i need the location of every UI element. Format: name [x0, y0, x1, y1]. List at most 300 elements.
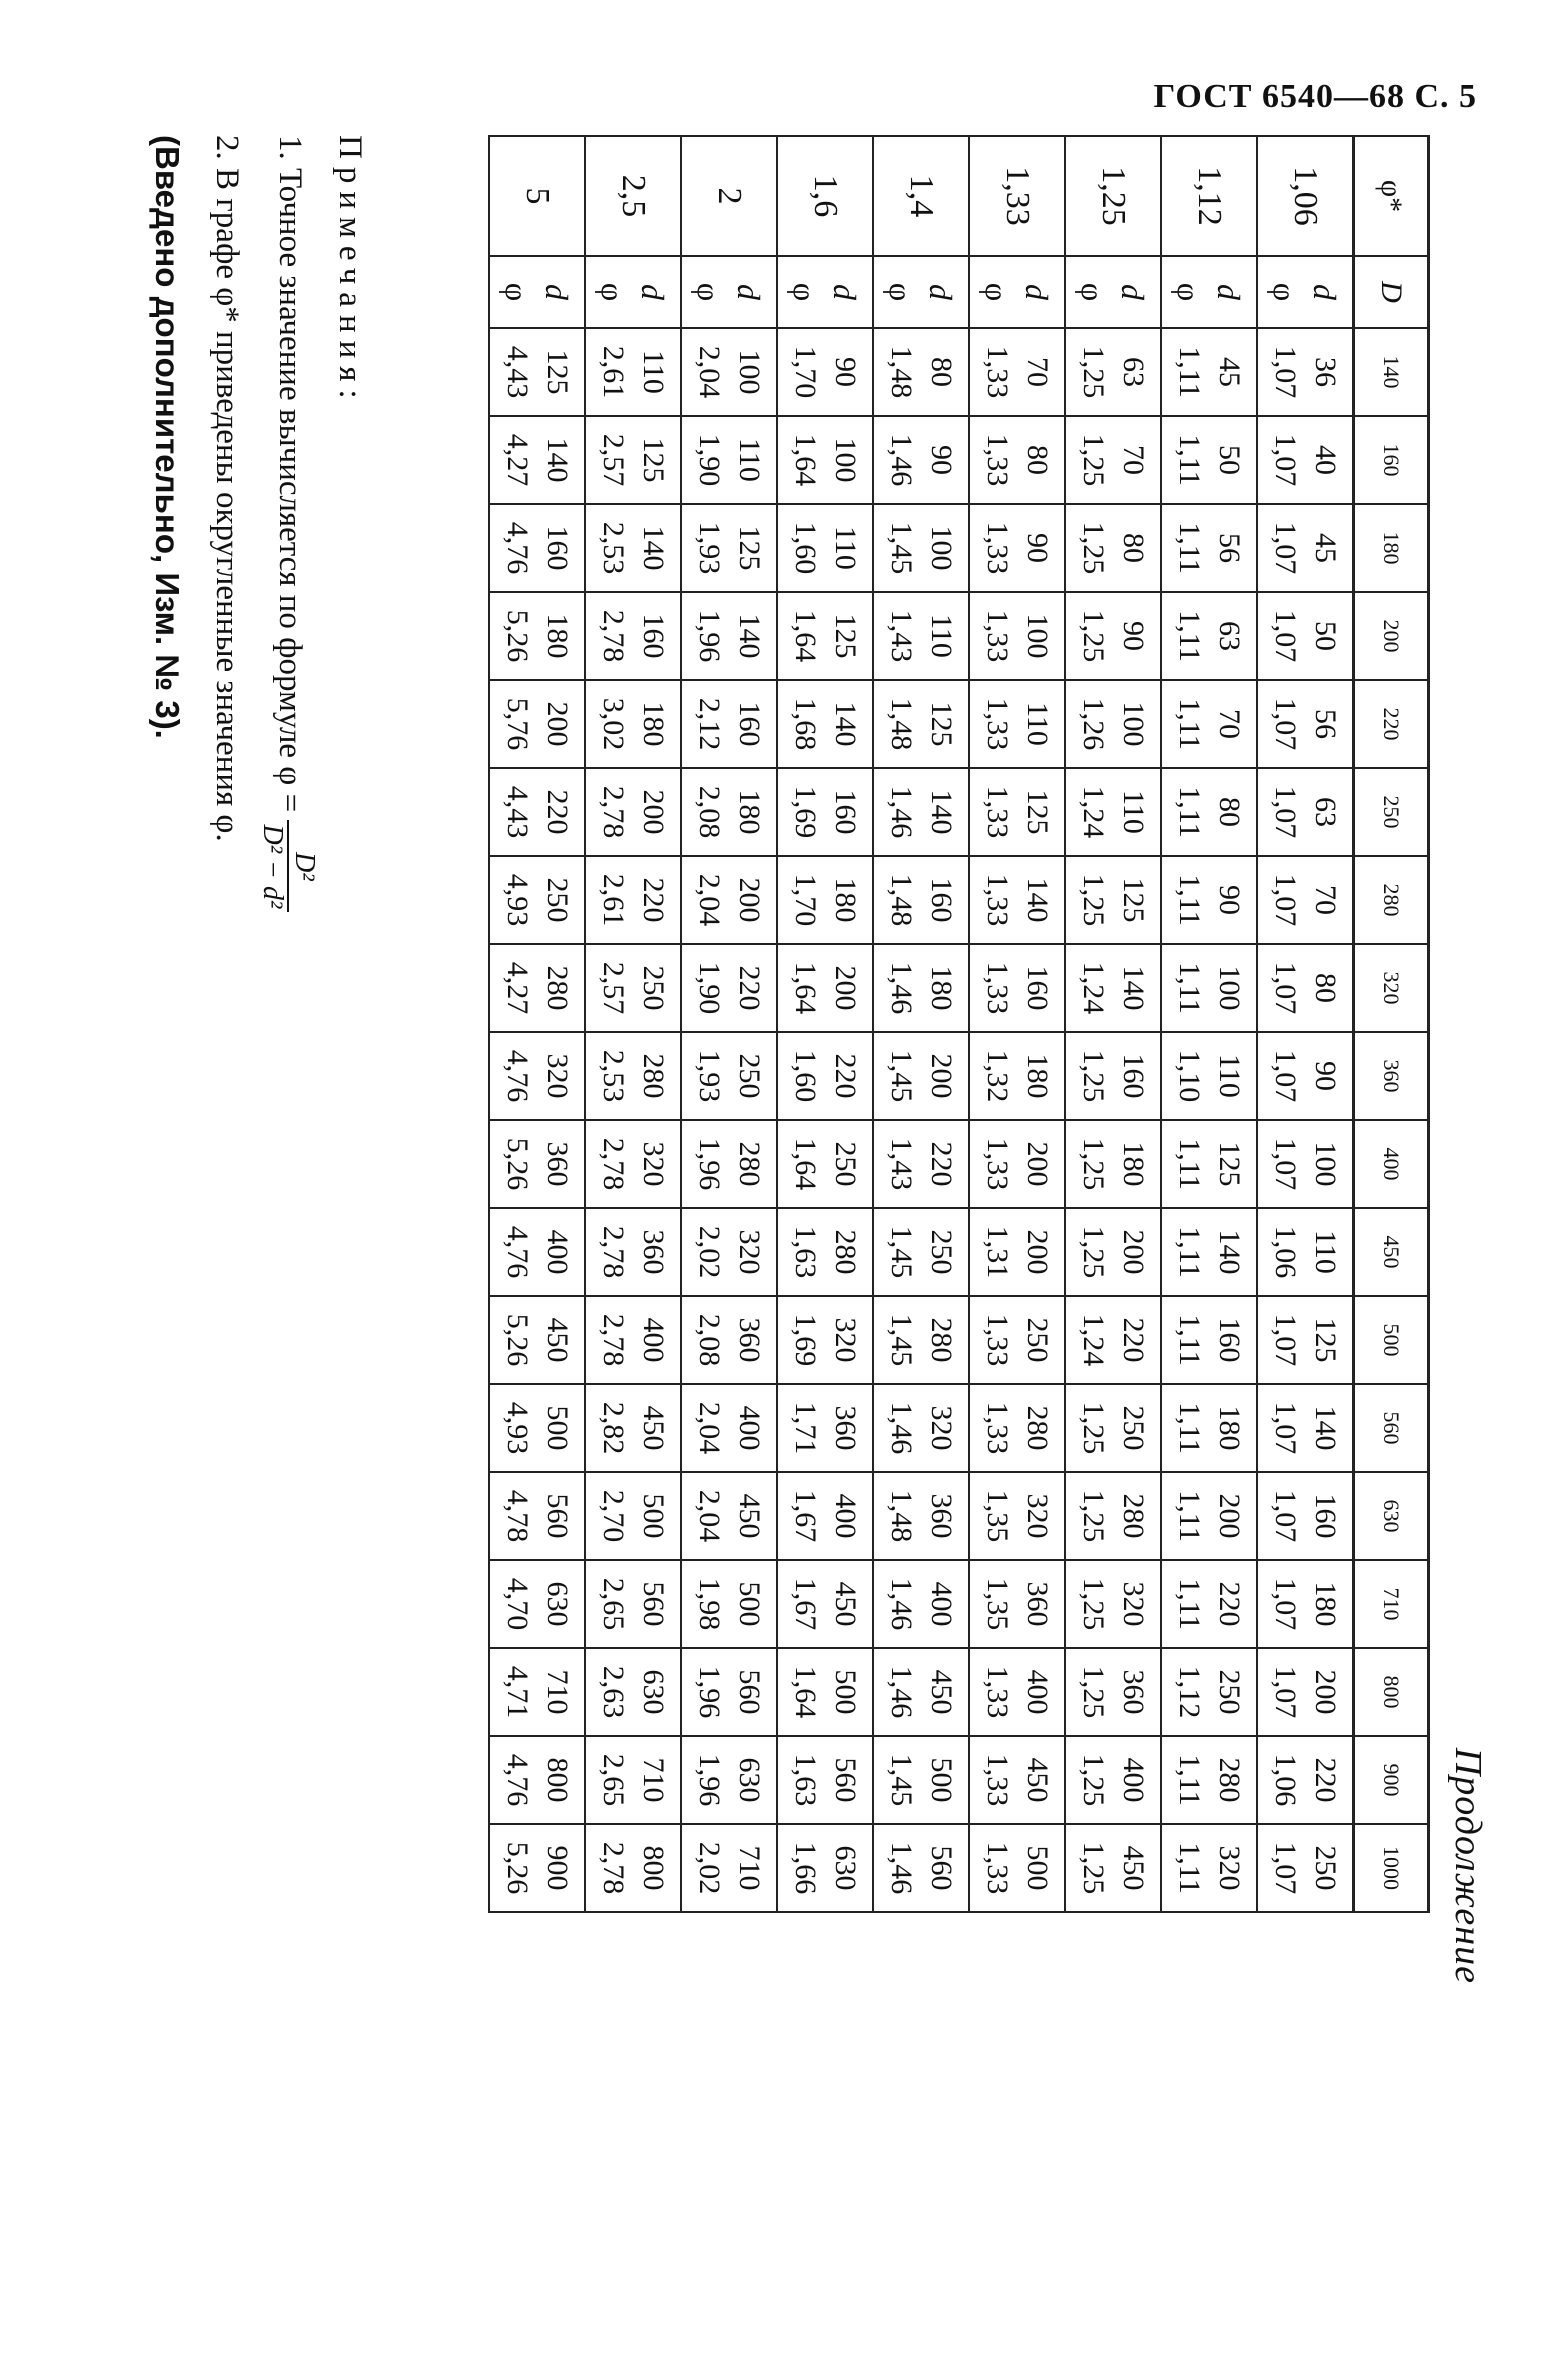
cell-phi-value: 4,76 [501, 1753, 535, 1807]
cell-d-value: 180 [637, 701, 671, 747]
cell-phi-value: 2,08 [693, 1313, 727, 1367]
table-cell [490, 1560, 586, 1648]
cell-phi-value: 1,07 [1269, 1489, 1303, 1543]
cell-d-value: 200 [1213, 1493, 1247, 1539]
table-cell [490, 1032, 586, 1120]
table-cell [778, 416, 874, 504]
table-cell [682, 944, 778, 1032]
table-cell [970, 592, 1066, 680]
table-cell [778, 1560, 874, 1648]
table-cell [970, 856, 1066, 944]
table-cell [1258, 944, 1354, 1032]
table-cell [682, 1472, 778, 1560]
table-cell [1162, 680, 1258, 768]
cell-d-value: 220 [925, 1141, 959, 1187]
table-cell [1162, 856, 1258, 944]
table-row [1258, 136, 1354, 1912]
header-D-value: 320 [1354, 944, 1429, 1032]
table-cell [778, 1032, 874, 1120]
cell-d-value: 250 [829, 1141, 863, 1187]
cell-d-value: 250 [733, 1053, 767, 1099]
cell-phi-value: 1,33 [981, 1753, 1015, 1807]
cell-phi-value: 1,25 [1077, 1137, 1111, 1191]
cell-phi-value: 1,07 [1269, 873, 1303, 927]
cell-d-value: 125 [925, 701, 959, 747]
row-phi: 5 [490, 136, 586, 256]
cell-d-value: 160 [733, 701, 767, 747]
cell-d-value: 110 [1213, 1054, 1247, 1098]
table-cell [682, 856, 778, 944]
cell-phi-value: 2,78 [597, 1313, 631, 1367]
cell-phi-value: 1,07 [1269, 1665, 1303, 1719]
cell-d-value: 560 [541, 1493, 575, 1539]
cell-phi-value: 1,96 [693, 1665, 727, 1719]
cell-d-value: 100 [829, 437, 863, 483]
label-phi: φ [787, 282, 824, 302]
table-cell [682, 1736, 778, 1824]
cell-d-value: 800 [637, 1845, 671, 1891]
cell-d-value: 320 [637, 1141, 671, 1187]
table-cell [1162, 1384, 1258, 1472]
label-d: d [635, 284, 672, 300]
cell-d-value: 250 [1309, 1845, 1343, 1891]
cell-d-value: 110 [1117, 790, 1151, 834]
cell-phi-value: 1,25 [1077, 521, 1111, 575]
header-D-value: 630 [1354, 1472, 1429, 1560]
table-cell [1162, 1824, 1258, 1912]
label-d: d [1211, 284, 1248, 300]
cell-d-value: 90 [1021, 533, 1055, 563]
table-cell [682, 1824, 778, 1912]
cell-phi-value: 1,93 [693, 521, 727, 575]
cell-d-value: 140 [541, 437, 575, 483]
table-cell [970, 768, 1066, 856]
cell-phi-value: 2,02 [693, 1225, 727, 1279]
cell-d-value: 250 [1021, 1317, 1055, 1363]
cell-phi-value: 1,93 [693, 1049, 727, 1103]
cell-phi-value: 1,48 [885, 697, 919, 751]
cell-phi-value: 2,57 [597, 433, 631, 487]
note-1 [257, 135, 320, 1835]
cell-d-value: 110 [829, 526, 863, 570]
cell-phi-value: 1,11 [1173, 1402, 1207, 1454]
table-cell [1066, 1824, 1162, 1912]
cell-phi-value: 1,45 [885, 521, 919, 575]
table-cell [490, 1120, 586, 1208]
cell-phi-value: 1,46 [885, 785, 919, 839]
cell-phi-value: 1,11 [1173, 1578, 1207, 1630]
cell-phi-value: 1,07 [1269, 961, 1303, 1015]
cell-d-value: 280 [1213, 1757, 1247, 1803]
cell-d-value: 63 [1213, 621, 1247, 651]
cell-d-value: 40 [1309, 445, 1343, 475]
cell-phi-value: 1,06 [1269, 1753, 1303, 1807]
table-cell [1066, 1120, 1162, 1208]
cell-phi-value: 1,46 [885, 1665, 919, 1719]
cell-d-value: 110 [1309, 1230, 1343, 1274]
cell-d-value: 90 [1213, 885, 1247, 915]
table-cell [586, 416, 682, 504]
cell-d-value: 360 [829, 1405, 863, 1451]
cell-phi-value: 1,46 [885, 1577, 919, 1631]
table-cell [682, 1648, 778, 1736]
cell-d-value: 360 [541, 1141, 575, 1187]
cell-d-value: 450 [637, 1405, 671, 1451]
cell-d-value: 280 [925, 1317, 959, 1363]
table-cell [874, 1560, 970, 1648]
table-cell [1066, 1208, 1162, 1296]
table-cell [1066, 856, 1162, 944]
table-row [874, 136, 970, 1912]
cell-phi-value: 1,69 [789, 785, 823, 839]
cell-phi-value: 1,70 [789, 873, 823, 927]
table-cell [1066, 768, 1162, 856]
cell-phi-value: 1,10 [1173, 1049, 1207, 1103]
cell-d-value: 450 [925, 1669, 959, 1715]
cell-d-value: 45 [1309, 533, 1343, 563]
cell-phi-value: 4,76 [501, 1049, 535, 1103]
cell-phi-value: 1,25 [1077, 433, 1111, 487]
cell-d-value: 80 [1117, 533, 1151, 563]
cell-phi-value: 1,66 [789, 1841, 823, 1895]
cell-phi-value: 1,11 [1173, 962, 1207, 1014]
data-table [489, 135, 1431, 1913]
table-cell [1066, 944, 1162, 1032]
table-cell [1066, 1648, 1162, 1736]
cell-phi-value: 1,64 [789, 1665, 823, 1719]
table-cell [778, 504, 874, 592]
cell-phi-value: 1,33 [981, 345, 1015, 399]
cell-phi-value: 1,11 [1173, 522, 1207, 574]
table-cell [1162, 504, 1258, 592]
table-row [778, 136, 874, 1912]
cell-d-value: 360 [733, 1317, 767, 1363]
cell-phi-value: 1,64 [789, 609, 823, 663]
table-cell [1162, 1736, 1258, 1824]
cell-phi-value: 4,93 [501, 1401, 535, 1455]
cell-d-value: 360 [925, 1493, 959, 1539]
cell-phi-value: 1,07 [1269, 521, 1303, 575]
cell-d-value: 125 [733, 525, 767, 571]
cell-phi-value: 2,04 [693, 1489, 727, 1543]
cell-d-value: 200 [1021, 1141, 1055, 1187]
label-d: d [1115, 284, 1152, 300]
table-cell [586, 1120, 682, 1208]
table-cell [586, 856, 682, 944]
table-header-row [1354, 136, 1429, 1912]
row-labels [970, 256, 1066, 328]
table-row [1066, 136, 1162, 1912]
label-phi: φ [979, 282, 1016, 302]
cell-phi-value: 2,12 [693, 697, 727, 751]
table-cell [586, 1472, 682, 1560]
cell-phi-value: 1,90 [693, 961, 727, 1015]
cell-phi-value: 2,78 [597, 785, 631, 839]
table-cell [1162, 1120, 1258, 1208]
continuation-label: Продолжение [1447, 1747, 1489, 1984]
cell-d-value: 500 [733, 1581, 767, 1627]
cell-d-value: 160 [829, 789, 863, 835]
header-D-value: 180 [1354, 504, 1429, 592]
table-cell [1162, 1032, 1258, 1120]
table-cell [1258, 680, 1354, 768]
row-labels [586, 256, 682, 328]
cell-phi-value: 1,71 [789, 1401, 823, 1455]
cell-d-value: 80 [1213, 797, 1247, 827]
table-cell [1162, 1208, 1258, 1296]
row-phi: 1,06 [1258, 136, 1354, 256]
cell-d-value: 500 [925, 1757, 959, 1803]
cell-phi-value: 1,11 [1173, 1314, 1207, 1366]
cell-d-value: 63 [1309, 797, 1343, 827]
cell-d-value: 280 [1021, 1405, 1055, 1451]
cell-d-value: 200 [1309, 1669, 1343, 1715]
cell-d-value: 100 [1021, 613, 1055, 659]
header-D-value: 160 [1354, 416, 1429, 504]
cell-d-value: 200 [1117, 1229, 1151, 1275]
table-cell [490, 1208, 586, 1296]
cell-phi-value: 1,96 [693, 609, 727, 663]
row-phi: 1,6 [778, 136, 874, 256]
cell-phi-value: 1,25 [1077, 1577, 1111, 1631]
cell-phi-value: 1,43 [885, 1137, 919, 1191]
cell-d-value: 280 [829, 1229, 863, 1275]
cell-d-value: 560 [733, 1669, 767, 1715]
cell-phi-value: 1,25 [1077, 609, 1111, 663]
cell-phi-value: 1,25 [1077, 1665, 1111, 1719]
table-cell [970, 680, 1066, 768]
cell-phi-value: 5,26 [501, 609, 535, 663]
cell-d-value: 250 [925, 1229, 959, 1275]
cell-d-value: 180 [733, 789, 767, 835]
row-phi: 1,12 [1162, 136, 1258, 256]
table-cell [490, 1472, 586, 1560]
rotated-content [50, 0, 1500, 2100]
cell-d-value: 90 [1309, 1061, 1343, 1091]
cell-d-value: 50 [1213, 445, 1247, 475]
table-cell [682, 1296, 778, 1384]
cell-d-value: 110 [925, 614, 959, 658]
cell-phi-value: 1,33 [981, 521, 1015, 575]
cell-d-value: 500 [541, 1405, 575, 1451]
cell-phi-value: 1,25 [1077, 873, 1111, 927]
table-cell [970, 1824, 1066, 1912]
table-cell [586, 680, 682, 768]
cell-phi-value: 1,26 [1077, 697, 1111, 751]
cell-d-value: 250 [637, 965, 671, 1011]
table-cell [1066, 504, 1162, 592]
cell-phi-value: 2,61 [597, 873, 631, 927]
cell-d-value: 220 [541, 789, 575, 835]
table-cell [490, 1296, 586, 1384]
cell-d-value: 250 [1213, 1669, 1247, 1715]
table-cell [1162, 592, 1258, 680]
table-cell [586, 328, 682, 416]
cell-d-value: 360 [1117, 1669, 1151, 1715]
cell-phi-value: 1,46 [885, 1401, 919, 1455]
cell-phi-value: 2,57 [597, 961, 631, 1015]
cell-d-value: 140 [1309, 1405, 1343, 1451]
cell-phi-value: 1,48 [885, 1489, 919, 1543]
cell-d-value: 140 [1213, 1229, 1247, 1275]
page-header: ГОСТ 6540—68 С. 5 [1153, 78, 1477, 115]
cell-d-value: 200 [541, 701, 575, 747]
cell-d-value: 180 [1309, 1581, 1343, 1627]
cell-phi-value: 2,78 [597, 1841, 631, 1895]
table-cell [1258, 1384, 1354, 1472]
cell-phi-value: 1,70 [789, 345, 823, 399]
cell-phi-value: 4,78 [501, 1489, 535, 1543]
cell-d-value: 56 [1309, 709, 1343, 739]
header-D-value: 800 [1354, 1648, 1429, 1736]
table-cell [1162, 1560, 1258, 1648]
cell-d-value: 180 [1117, 1141, 1151, 1187]
cell-phi-value: 1,07 [1269, 1137, 1303, 1191]
header-D-value: 1000 [1354, 1824, 1429, 1912]
cell-d-value: 400 [541, 1229, 575, 1275]
label-d: d [731, 284, 768, 300]
table-cell [586, 1384, 682, 1472]
cell-d-value: 180 [1021, 1053, 1055, 1099]
cell-d-value: 140 [829, 701, 863, 747]
cell-phi-value: 1,32 [981, 1049, 1015, 1103]
cell-phi-value: 2,78 [597, 1225, 631, 1279]
label-phi: φ [1171, 282, 1208, 302]
cell-phi-value: 1,25 [1077, 1841, 1111, 1895]
table-row [586, 136, 682, 1912]
cell-phi-value: 4,76 [501, 1225, 535, 1279]
label-phi: φ [1267, 282, 1304, 302]
cell-phi-value: 4,76 [501, 521, 535, 575]
table-cell [1066, 1032, 1162, 1120]
note-2: 2. В графе φ* приведены округленные значения φ. [208, 135, 245, 842]
table-cell [970, 1208, 1066, 1296]
table-cell [1066, 328, 1162, 416]
cell-phi-value: 1,60 [789, 1049, 823, 1103]
cell-d-value: 90 [1117, 621, 1151, 651]
cell-phi-value: 1,07 [1269, 785, 1303, 839]
cell-d-value: 400 [733, 1405, 767, 1451]
table-cell [778, 768, 874, 856]
cell-d-value: 560 [637, 1581, 671, 1627]
table-cell [490, 592, 586, 680]
cell-d-value: 360 [637, 1229, 671, 1275]
cell-phi-value: 1,07 [1269, 433, 1303, 487]
cell-phi-value: 1,33 [981, 961, 1015, 1015]
table-cell [970, 944, 1066, 1032]
label-phi: φ [595, 282, 632, 302]
cell-d-value: 500 [1021, 1845, 1055, 1891]
table-cell [874, 1208, 970, 1296]
table-cell [1258, 768, 1354, 856]
table-cell [586, 1032, 682, 1120]
cell-phi-value: 1,48 [885, 345, 919, 399]
cell-d-value: 630 [733, 1757, 767, 1803]
table-row [490, 136, 586, 1912]
cell-d-value: 160 [1021, 965, 1055, 1011]
cell-d-value: 320 [829, 1317, 863, 1363]
table-cell [778, 328, 874, 416]
cell-phi-value: 1,11 [1173, 1754, 1207, 1806]
cell-phi-value: 1,12 [1173, 1665, 1207, 1719]
cell-phi-value: 1,60 [789, 521, 823, 575]
cell-d-value: 70 [1213, 709, 1247, 739]
table-cell [874, 1648, 970, 1736]
table-cell [682, 1560, 778, 1648]
table-cell [586, 1296, 682, 1384]
cell-phi-value: 1,33 [981, 1137, 1015, 1191]
cell-d-value: 320 [925, 1405, 959, 1451]
cell-phi-value: 1,96 [693, 1137, 727, 1191]
label-phi: φ [691, 282, 728, 302]
cell-d-value: 280 [637, 1053, 671, 1099]
cell-d-value: 100 [1213, 965, 1247, 1011]
cell-d-value: 140 [1021, 877, 1055, 923]
cell-d-value: 710 [541, 1669, 575, 1715]
cell-d-value: 180 [541, 613, 575, 659]
table-cell [1162, 944, 1258, 1032]
table-cell [1162, 328, 1258, 416]
cell-phi-value: 1,33 [981, 1665, 1015, 1719]
label-d: d [827, 284, 864, 300]
row-labels [778, 256, 874, 328]
row-labels [1066, 256, 1162, 328]
table-cell [1066, 1384, 1162, 1472]
cell-d-value: 900 [541, 1845, 575, 1891]
cell-d-value: 100 [925, 525, 959, 571]
note-1-text: 1. Точное значение вычисляется по формуле φ = [272, 135, 308, 813]
cell-d-value: 80 [1309, 973, 1343, 1003]
cell-d-value: 320 [541, 1053, 575, 1099]
cell-d-value: 160 [1213, 1317, 1247, 1363]
cell-phi-value: 1,33 [981, 609, 1015, 663]
cell-d-value: 36 [1309, 357, 1343, 387]
cell-phi-value: 2,53 [597, 1049, 631, 1103]
table-cell [586, 944, 682, 1032]
cell-d-value: 125 [1021, 789, 1055, 835]
table-cell [682, 1384, 778, 1472]
cell-phi-value: 1,63 [789, 1225, 823, 1279]
cell-d-value: 125 [541, 349, 575, 395]
cell-d-value: 90 [925, 445, 959, 475]
cell-d-value: 280 [1117, 1493, 1151, 1539]
cell-d-value: 160 [925, 877, 959, 923]
table-cell [586, 1648, 682, 1736]
cell-phi-value: 2,63 [597, 1665, 631, 1719]
table-cell [874, 1032, 970, 1120]
cell-phi-value: 1,90 [693, 433, 727, 487]
table-cell [778, 1648, 874, 1736]
cell-phi-value: 1,45 [885, 1049, 919, 1103]
table-cell [970, 1472, 1066, 1560]
cell-phi-value: 1,63 [789, 1753, 823, 1807]
cell-phi-value: 1,24 [1077, 785, 1111, 839]
cell-d-value: 100 [1309, 1141, 1343, 1187]
cell-d-value: 125 [1309, 1317, 1343, 1363]
table-cell [874, 504, 970, 592]
cell-phi-value: 1,11 [1173, 698, 1207, 750]
cell-d-value: 160 [541, 525, 575, 571]
cell-d-value: 560 [829, 1757, 863, 1803]
table-cell [1162, 768, 1258, 856]
cell-d-value: 180 [925, 965, 959, 1011]
cell-phi-value: 1,25 [1077, 1401, 1111, 1455]
cell-phi-value: 1,48 [885, 873, 919, 927]
table-cell [874, 768, 970, 856]
cell-d-value: 125 [829, 613, 863, 659]
cell-phi-value: 1,24 [1077, 961, 1111, 1015]
cell-phi-value: 1,96 [693, 1753, 727, 1807]
